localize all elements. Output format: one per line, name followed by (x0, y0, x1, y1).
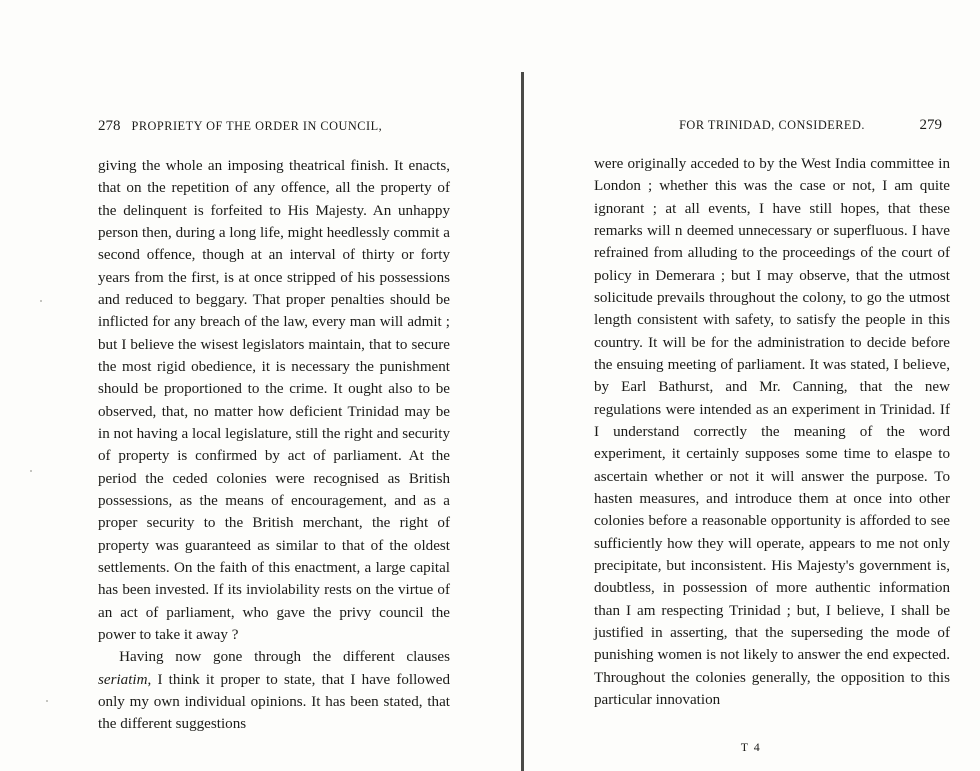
left-page-body (98, 155, 450, 736)
right-page-folio: 279 (919, 117, 942, 133)
paragraph: were originally acceded to by the West India committee in London ; whether this was the case or not, I am quite ignorant ; at all events, I have still hopes, that these remarks will n deemed unnecessary or superfluous. I have refrained from alluding to the proceedings of the court of policy in Demerara ; but I may observe, that the utmost solicitude prevails throughout the colony, to go the utmost length consistent with safety, to satisfy the people in this country. It will be for the administration to decide before the ensuing meeting of parliament. It was stated, I believe, by Earl Bathurst, and Mr. Canning, that the new regulations were intended as an experiment in Trinidad. If I understand correctly the meaning of the word experiment, it certainly supposes some time to elaspe to ascertain whether or not it will answer the purpose. To hasten measures, and introduce them at once into other colonies before a reasonable opportunity is afforded to see sufficiently how they will operate, appears to me not only precipitate, but inconsistent. His Majesty's government is, doubtless, in possession of more authentic information than I am respecting Trinidad ; but, I believe, I shall be justified in asserting, that the superseding the mode of punishing women is not likely to answer the end expected. Throughout the colonies generally, the opposition to this particular innovation (594, 156, 950, 708)
right-page-headline (594, 118, 950, 133)
ink-speck (46, 700, 48, 702)
catchword-signature: T 4 (740, 740, 762, 754)
book-gutter (521, 72, 524, 771)
right-page-body (594, 153, 950, 711)
ink-speck (40, 300, 42, 302)
paragraph: Having now gone through the different clauses seriatim, I think it proper to state, that I have followed only my own individual opinions. It has been stated, that the different suggestions (98, 649, 450, 733)
ink-speck (30, 470, 32, 472)
left-page-folio: 278 (98, 118, 121, 134)
italic-term: seriatim (98, 671, 148, 688)
left-page-running-title: PROPRIETY OF THE ORDER IN COUNCIL, (131, 119, 383, 133)
right-page (522, 0, 980, 771)
paragraph: giving the whole an imposing theatrical finish. It enacts, that on the repetition of any offence, all the property of the delinquent is forfeited to His Majesty. An unhappy person then, during a long life, might heedlessly commit a second offence, though at an interval of thirty or forty years from the first, is at once stripped of his possessions and reduced to beggary. That proper penalties should be inflicted for any breach of the law, every man will admit ; but I believe the wisest legislators maintain, that to secure the most rigid obedience, it is necessary the punishment should be proportioned to the crime. It ought also to be observed, that, no matter how deficient Trinidad may be in not having a local legislature, still the right and security of property is confirmed by act of parliament. At the period the ceded colonies were recognised as British possessions, as the means of encouragement, and as a proper security to the British merchant, the right of property was guaranteed as similar to that of the oldest settlements. On the faith of this enactment, a large capital has been invested. If its inviolability rests on the virtue of an act of parliament, who gave the privy council the power to take it away ? (98, 158, 450, 643)
left-page-headline (98, 118, 450, 135)
right-page-running-title: FOR TRINIDAD, CONSIDERED. (679, 118, 865, 132)
